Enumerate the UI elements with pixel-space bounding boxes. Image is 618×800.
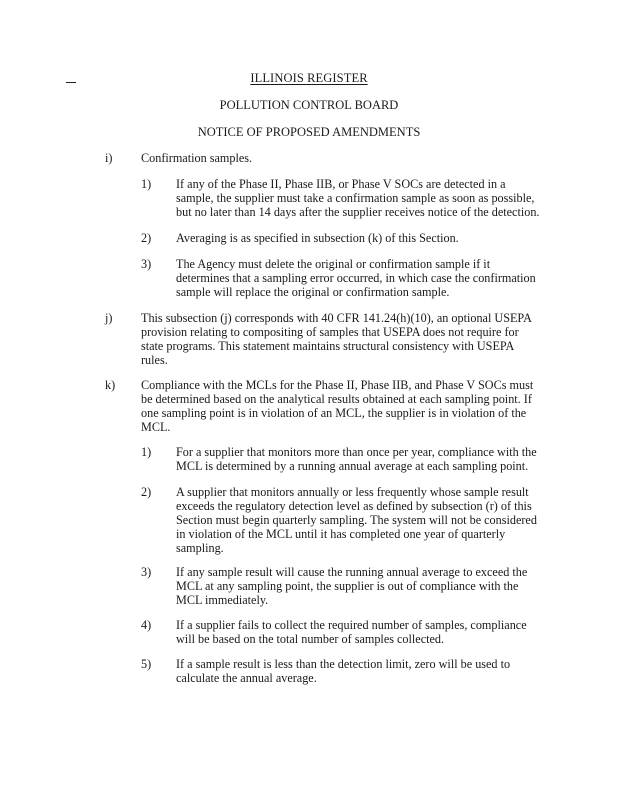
section-i-item-3-marker: 3) [141, 257, 152, 271]
section-k-item-2-marker: 2) [141, 485, 152, 499]
section-k-line-2: be determined based on the analytical results obtained at each sampling point. If [141, 392, 532, 406]
section-j-marker: j) [105, 311, 113, 325]
notice-title: NOTICE OF PROPOSED AMENDMENTS [197, 125, 421, 139]
section-k-item-1-marker: 1) [141, 445, 152, 459]
section-k-item-2-line-4: in violation of the MCL until it has completed one year of quarterly [176, 527, 506, 541]
section-k-line-3: one sampling point is in violation of an MCL, the supplier is in violation of the [141, 406, 527, 420]
section-k-item-4-line-2: will be based on the total number of samples collected. [176, 632, 445, 646]
section-i-item-3-line-3: sample will replace the original or confirmation sample. [176, 285, 450, 299]
section-j-line-4: rules. [141, 353, 168, 367]
section-i-marker: i) [105, 151, 113, 165]
section-k-item-2-line-2: exceeds the regulatory detection level as defined by subsection (r) of this [176, 499, 532, 513]
section-k-item-4-line-1: If a supplier fails to collect the required number of samples, compliance [176, 618, 527, 632]
section-i-item-3-line-1: The Agency must delete the original or confirmation sample if it [176, 257, 491, 271]
section-j-line-2: provision relating to compositing of samples that USEPA does not require for [141, 325, 519, 339]
section-k-item-2-line-5: sampling. [176, 541, 224, 555]
section-k-line-4: MCL. [141, 420, 171, 434]
section-k-item-3-line-3: MCL immediately. [176, 593, 269, 607]
section-k-item-1-line-1: For a supplier that monitors more than once per year, compliance with the [176, 445, 537, 459]
section-k-item-3-line-2: MCL at any sampling point, the supplier is out of compliance with the [176, 579, 519, 593]
section-i-item-1-line-1: If any of the Phase II, Phase IIB, or Phase V SOCs are detected in a [176, 177, 506, 191]
section-k-item-3-line-1: If any sample result will cause the running annual average to exceed the [176, 565, 528, 579]
section-k-item-5-marker: 5) [141, 657, 152, 671]
section-i-item-3-line-2: determines that a sampling error occurred, in which case the confirmation [176, 271, 536, 285]
section-k-item-5-line-1: If a sample result is less than the detection limit, zero will be used to [176, 657, 511, 671]
section-k-item-4-marker: 4) [141, 618, 152, 632]
register-title: ILLINOIS REGISTER [250, 71, 368, 85]
section-j-line-1: This subsection (j) corresponds with 40 CFR 141.24(h)(10), an optional USEPA [141, 311, 532, 325]
section-k-item-5-line-2: calculate the annual average. [176, 671, 317, 685]
section-j-line-3: state programs. This statement maintains structural consistency with USEPA [141, 339, 515, 353]
section-k-item-2-line-1: A supplier that monitors annually or less frequently whose sample result [176, 485, 529, 499]
board-name: POLLUTION CONTROL BOARD [219, 98, 399, 112]
section-i-item-1-line-2: sample, the supplier must take a confirmation sample as soon as possible, [176, 191, 535, 205]
section-i-item-1-line-3: but no later than 14 days after the supplier receives notice of the detection. [176, 205, 540, 219]
section-i-item-1-marker: 1) [141, 177, 152, 191]
section-i-item-2-line-1: Averaging is as specified in subsection (k) of this Section. [176, 231, 459, 245]
section-k-item-3-marker: 3) [141, 565, 152, 579]
section-k-line-1: Compliance with the MCLs for the Phase II, Phase IIB, and Phase V SOCs must [141, 378, 534, 392]
section-k-marker: k) [105, 378, 116, 392]
section-k-item-1-line-2: MCL is determined by a running annual average at each sampling point. [176, 459, 529, 473]
section-k-item-2-line-3: Section must begin quarterly sampling. The system will not be considered [176, 513, 537, 527]
section-i-item-2-marker: 2) [141, 231, 152, 245]
section-i-heading: Confirmation samples. [141, 151, 253, 165]
